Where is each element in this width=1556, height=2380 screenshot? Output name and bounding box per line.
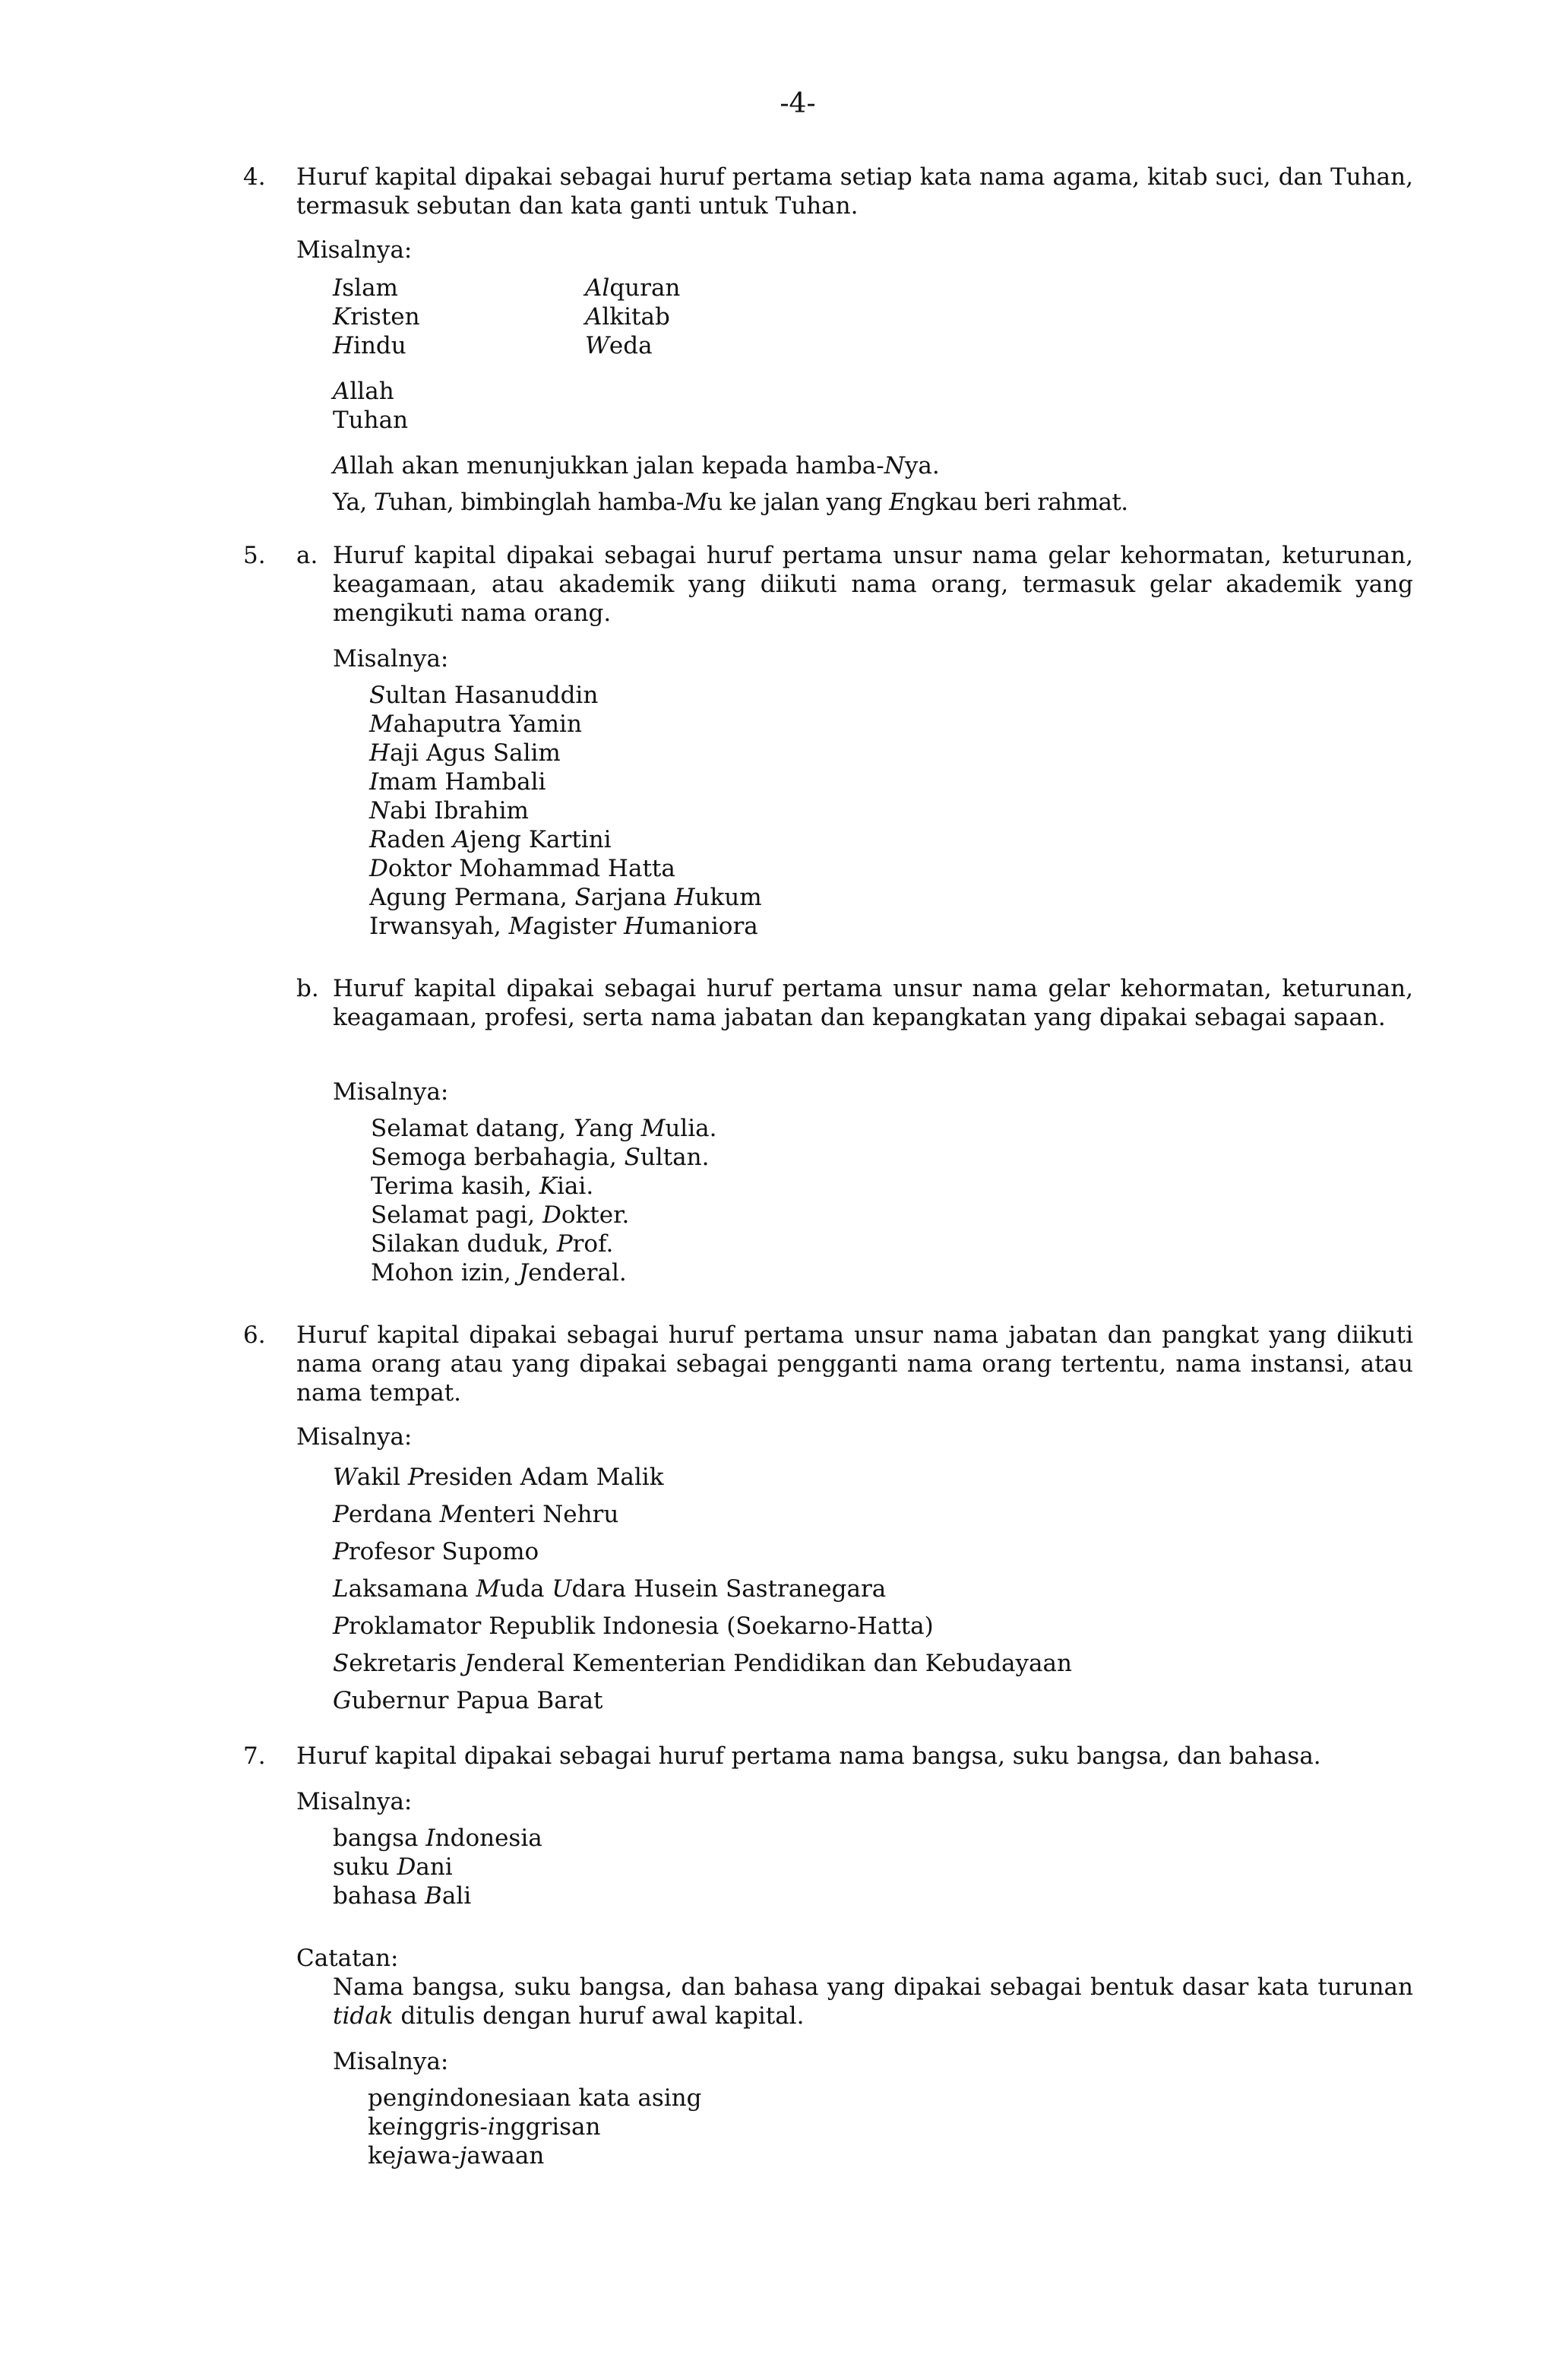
italic-capital: H — [624, 913, 645, 940]
text-run: Selamat pagi, — [371, 1201, 542, 1229]
rule-text: Huruf kapital dipakai sebagai huruf pertama unsur nama gelar kehormatan, keturunan, keagamaan, profesi, serta nama jabatan dan kepangkatan yang dipakai sebagai sapaan. — [333, 975, 1413, 1031]
italic-capital: P — [407, 1464, 424, 1491]
example-line — [371, 1143, 716, 1172]
text-run: uhan, bimbinglah hamba- — [388, 489, 684, 516]
item-number: 4. — [243, 163, 266, 191]
text-run: ahaputra Yamin — [393, 711, 582, 738]
text-run: ukum — [694, 884, 762, 911]
example-line — [371, 1201, 716, 1230]
example-line — [369, 739, 762, 767]
example-list — [333, 1824, 542, 1910]
text-run: umaniora — [644, 913, 758, 940]
example-list — [333, 274, 420, 360]
text-run: Tuhan — [333, 407, 409, 434]
rule-text: Huruf kapital dipakai sebagai huruf pertama unsur nama jabatan dan pangkat yang diikuti nama orang atau yang dipakai sebagai pengganti nama orang tertentu, nama instansi, atau nama tempat. — [296, 1321, 1413, 1407]
text-run: nggrisan — [495, 2113, 601, 2141]
italic-capital: K — [333, 303, 351, 331]
italic-capital: I — [369, 768, 379, 796]
text-run: indu — [353, 332, 406, 359]
italic-capital: D — [369, 855, 388, 882]
example-line — [333, 1682, 1072, 1720]
italic-capital: L — [333, 1575, 349, 1603]
italic-capital: P — [333, 1613, 349, 1640]
text-run: risten — [350, 303, 420, 331]
italic-capital: J — [518, 1259, 529, 1287]
example-sentence — [333, 488, 1128, 517]
text-run: Selamat datang, — [371, 1115, 574, 1142]
italic-capital: R — [369, 826, 387, 853]
text-run: ultan. — [640, 1144, 710, 1171]
text-run: Semoga berbahagia, — [371, 1144, 625, 1171]
text-run: jeng Kartini — [470, 826, 612, 853]
italic-capital: S — [574, 884, 591, 911]
item-number: 6. — [243, 1321, 266, 1349]
note-text: Nama bangsa, suku bangsa, dan bahasa yang dipakai sebagai bentuk dasar kata turunan tidak ditulis dengan huruf awal kapital. — [333, 1973, 1413, 2030]
rule-text: Huruf kapital dipakai sebagai huruf pertama nama bangsa, suku bangsa, dan bahasa. — [296, 1742, 1321, 1770]
example-line — [585, 331, 680, 360]
text-run: ndonesia — [435, 1825, 542, 1852]
example-line — [333, 274, 420, 302]
italic-capital: H — [674, 884, 695, 911]
text-run: awa- — [403, 2142, 460, 2170]
italic-capital: U — [552, 1575, 572, 1603]
text-run: enderal Kementerian Pendidikan dan Kebudayaan — [473, 1650, 1072, 1677]
example-line — [369, 912, 762, 941]
italic-capital: M — [476, 1575, 501, 1603]
text-run: llah — [349, 378, 394, 405]
text-run: nggris- — [403, 2113, 488, 2141]
italic-capital: Y — [573, 1115, 590, 1142]
example-line — [585, 274, 680, 302]
rule-text: Huruf kapital dipakai sebagai huruf pertama setiap kata nama agama, kitab suci, dan Tuhan, termasuk sebutan dan kata ganti untuk Tuhan. — [296, 163, 1413, 220]
page-number: -4- — [780, 88, 816, 119]
text-run: akil — [356, 1464, 408, 1491]
example-line — [333, 1459, 1072, 1496]
text-run: Silakan duduk, — [371, 1230, 557, 1258]
italic-capital: j — [459, 2142, 467, 2170]
example-line — [585, 302, 680, 331]
example-line — [333, 1882, 542, 1910]
italic-capital: M — [640, 1115, 666, 1142]
text-run: eda — [609, 332, 653, 359]
example-list — [371, 1114, 716, 1287]
italic-capital: i — [427, 2084, 435, 2112]
text-run: Mohon izin, — [371, 1259, 519, 1287]
text-run: ndonesiaan kata asing — [434, 2084, 702, 2112]
example-line — [369, 883, 762, 912]
example-sentence — [333, 451, 940, 480]
text-run: Ya, — [333, 489, 374, 516]
italic-capital: I — [425, 1825, 435, 1852]
text-run: peng — [368, 2084, 427, 2112]
example-line — [333, 1645, 1072, 1682]
italic-capital: D — [542, 1201, 561, 1229]
example-list — [585, 274, 680, 360]
example-line — [369, 767, 762, 796]
rule-text: Huruf kapital dipakai sebagai huruf pertama unsur nama gelar kehormatan, keturunan, keagamaan, atau akademik yang diikuti nama orang, termasuk gelar akademik yang mengikuti nama orang. — [333, 542, 1413, 627]
example-line — [369, 854, 762, 883]
italic-capital: A — [452, 826, 470, 853]
text-run: mam Hambali — [378, 768, 546, 796]
example-line — [333, 406, 408, 435]
text-run: oktor Mohammad Hatta — [387, 855, 675, 882]
italic-capital: W — [333, 1464, 357, 1491]
example-line — [368, 2141, 702, 2170]
italic-capital: i — [487, 2113, 495, 2141]
example-list — [369, 681, 762, 941]
sub-item-letter: a. — [296, 542, 318, 569]
text-run: ultan Hasanuddin — [385, 682, 599, 709]
misalnya-label: Misalnya: — [333, 1078, 449, 1106]
text-run: enteri Nehru — [463, 1501, 619, 1528]
italic-capital: A — [333, 378, 350, 405]
text-run: quran — [609, 274, 681, 302]
italic-capital: M — [683, 489, 707, 516]
text-run: awaan — [466, 2142, 545, 2170]
italic-capital: G — [333, 1687, 352, 1714]
text-run: roklamator Republik Indonesia (Soekarno-Hatta) — [348, 1613, 934, 1640]
text-run: Terima kasih, — [371, 1173, 539, 1200]
example-line — [368, 2113, 702, 2141]
italic-capital: S — [369, 682, 386, 709]
example-line — [371, 1230, 716, 1258]
text-run: erdana — [348, 1501, 440, 1528]
text-run: suku — [333, 1853, 397, 1881]
example-line — [333, 1496, 1072, 1533]
example-line — [369, 681, 762, 710]
italic-capital: I — [333, 274, 343, 302]
text-run: ang — [589, 1115, 641, 1142]
text-run: rof. — [572, 1230, 614, 1258]
example-line — [333, 1824, 542, 1853]
example-line — [371, 1172, 716, 1201]
example-line — [369, 710, 762, 739]
text-run: aksamana — [348, 1575, 476, 1603]
example-line — [333, 302, 420, 331]
italic-capital: P — [333, 1501, 349, 1528]
italic-capital: Al — [585, 274, 610, 302]
example-line — [371, 1114, 716, 1143]
italic-capital: A — [585, 303, 602, 331]
item-number: 7. — [243, 1742, 266, 1770]
text-run: ali — [441, 1882, 472, 1910]
example-line — [333, 377, 408, 406]
example-line — [333, 1853, 542, 1882]
text-run: ekretaris — [349, 1650, 464, 1677]
text-run: Irwansyah, — [369, 913, 509, 940]
italic-capital: A — [333, 452, 350, 479]
italic-capital: N — [369, 797, 391, 824]
example-line — [333, 1608, 1072, 1645]
text-run: ulia. — [665, 1115, 717, 1142]
italic-capital: T — [373, 489, 389, 516]
text-run: enderal. — [528, 1259, 627, 1287]
text-run: rofesor Supomo — [348, 1538, 539, 1565]
emphasis: tidak — [333, 2002, 394, 2030]
italic-capital: P — [556, 1230, 573, 1258]
example-line — [369, 825, 762, 854]
text-run: aji Agus Salim — [390, 739, 561, 767]
italic-capital: K — [539, 1173, 558, 1200]
italic-capital: M — [439, 1501, 464, 1528]
misalnya-label: Misalnya: — [296, 1423, 413, 1451]
text-run: okter. — [561, 1201, 630, 1229]
italic-capital: S — [333, 1650, 349, 1677]
italic-capital: W — [585, 332, 609, 359]
italic-capital: M — [369, 711, 394, 738]
text-run: agister — [533, 913, 625, 940]
italic-capital: M — [508, 913, 533, 940]
text-run: residen Adam Malik — [423, 1464, 664, 1491]
text-run: ke — [368, 2113, 397, 2141]
italic-capital: H — [333, 332, 354, 359]
text-run: lkitab — [602, 303, 670, 331]
text-run: bangsa — [333, 1825, 426, 1852]
text-run: ngkau beri rahmat. — [906, 489, 1128, 516]
text-run: u ke jalan yang — [707, 489, 890, 516]
misalnya-label: Misalnya: — [333, 2048, 449, 2075]
example-line — [333, 331, 420, 360]
italic-capital: D — [397, 1853, 416, 1881]
italic-capital: N — [884, 452, 905, 479]
misalnya-label: Misalnya: — [333, 645, 449, 673]
italic-capital: S — [624, 1144, 640, 1171]
text-run: ani — [416, 1853, 453, 1881]
text-run: ya. — [904, 452, 940, 479]
example-line — [371, 1258, 716, 1287]
text-run: llah akan menunjukkan jalan kepada hamba- — [349, 452, 884, 479]
text-run: Agung Permana, — [369, 884, 575, 911]
example-line — [368, 2084, 702, 2113]
example-list — [333, 1459, 1072, 1720]
text-run: dara Husein Sastranegara — [571, 1575, 887, 1603]
italic-capital: j — [396, 2142, 403, 2170]
italic-capital: B — [425, 1882, 442, 1910]
misalnya-label: Misalnya: — [296, 236, 413, 264]
italic-capital: P — [333, 1538, 349, 1565]
example-list — [368, 2084, 702, 2170]
example-line — [333, 1571, 1072, 1608]
example-line — [369, 796, 762, 825]
sub-item-letter: b. — [296, 975, 319, 1002]
italic-capital: E — [889, 489, 906, 516]
text-run: iai. — [557, 1173, 594, 1200]
italic-capital: i — [396, 2113, 404, 2141]
example-list — [333, 377, 408, 435]
text-run: ubernur Papua Barat — [351, 1687, 603, 1714]
catatan-label: Catatan: — [296, 1945, 399, 1972]
italic-capital: H — [369, 739, 391, 767]
text-run: arjana — [590, 884, 675, 911]
text-run: uda — [500, 1575, 552, 1603]
example-line — [333, 1533, 1072, 1571]
text-run: abi Ibrahim — [390, 797, 529, 824]
text-run: bahasa — [333, 1882, 425, 1910]
misalnya-label: Misalnya: — [296, 1788, 413, 1815]
text-run: ke — [368, 2142, 397, 2170]
text-run: slam — [342, 274, 398, 302]
italic-capital: J — [463, 1650, 474, 1677]
text-run: aden — [387, 826, 453, 853]
item-number: 5. — [243, 542, 266, 569]
